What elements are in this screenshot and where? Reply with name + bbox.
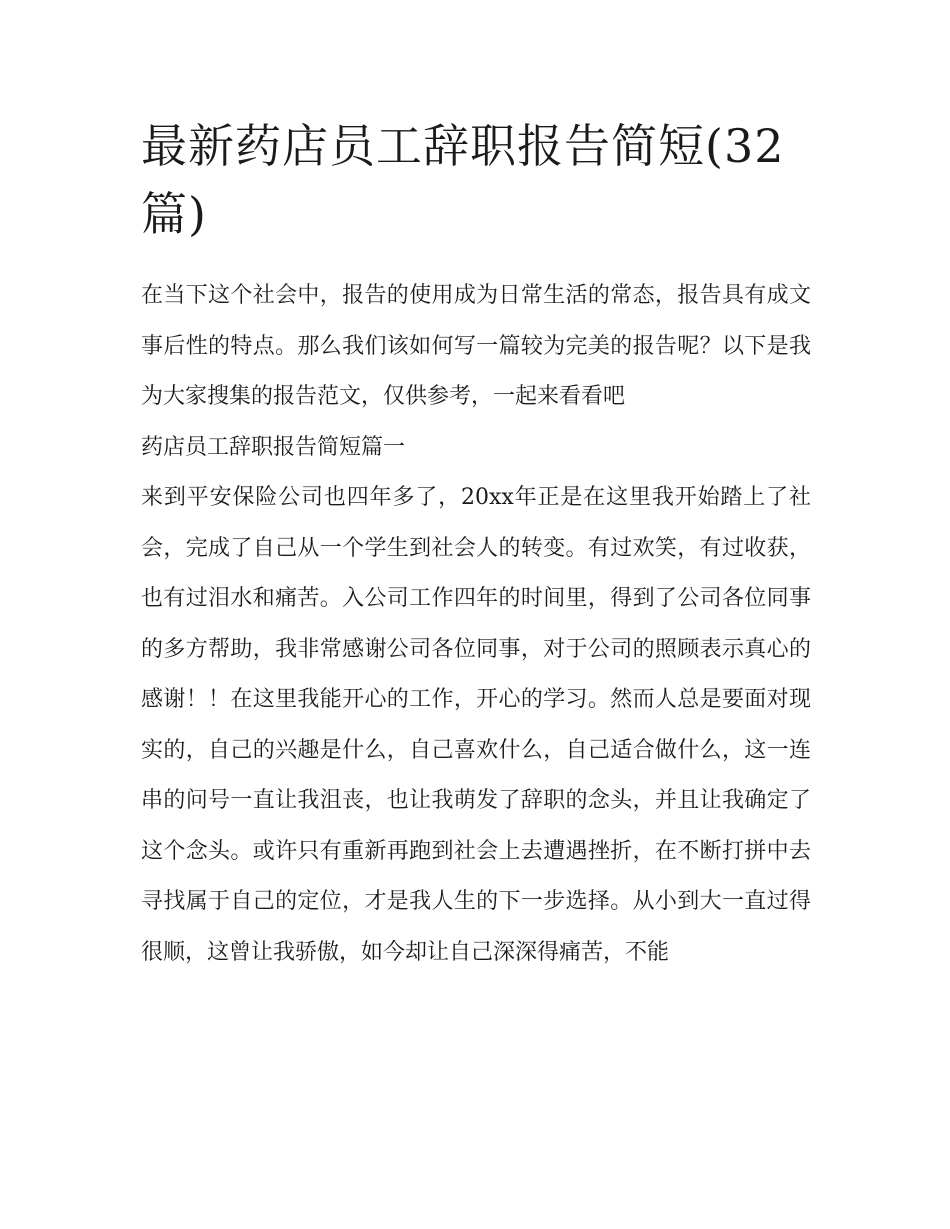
- document-title: 最新药店员工辞职报告简短(32篇): [141, 119, 785, 241]
- section-body: 来到平安保险公司也四年多了，20xx年正是在这里我开始踏上了社会，完成了自己从一个学生到社会人的转变。有过欢笑，有过收获，也有过泪水和痛苦。入公司工作四年的时间里，得到了公司各位同事的多方帮助，我非常感谢公司各位同事，对于公司的照顾表示真心的感谢！！在这里我能开心的工作，开心的学习。然而人总是要面对现实的，自己的兴趣是什么，自己喜欢什么，自己适合做什么，这一连串的问号一直让我沮丧，也让我萌发了辞职的念头，并且让我确定了这个念头。或许只有重新再跑到社会上去遭遇挫折，在不断打拼中去寻找属于自己的定位，才是我人生的下一步选择。从小到大一直过得很顺，这曾让我骄傲，如今却让自己深深得痛苦，不能: [141, 485, 811, 965]
- intro-paragraph: 在当下这个社会中，报告的使用成为日常生活的常态，报告具有成文事后性的特点。那么我们该如何写一篇较为完美的报告呢？以下是我为大家搜集的报告范文，仅供参考，一起来看看吧: [141, 283, 811, 409]
- document-page: [141, 112, 811, 978]
- section-heading: 药店员工辞职报告简短篇一: [141, 434, 406, 460]
